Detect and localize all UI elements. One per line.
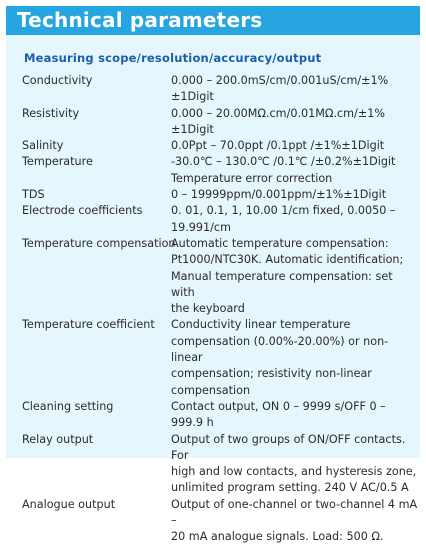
param-row-temperature <box>22 154 418 187</box>
param-value: Contact output, ON 0 – 9999 s/OFF 0 – 999.9 h <box>171 399 386 430</box>
param-label: Temperature coefficient <box>22 318 155 332</box>
parameter-table <box>22 73 418 546</box>
param-value: 0.0Ppt – 70.0ppt /0.1ppt /±1%±1Digit <box>171 139 385 153</box>
param-value: 0. 01, 0.1, 1, 10.00 1/cm fixed, 0.0050 – 19.991/cm <box>171 204 396 234</box>
param-label: Cleaning setting <box>22 399 114 413</box>
param-value: 0 – 19999ppm/0.001ppm/±1%±1Digit <box>171 188 387 202</box>
param-label: Temperature <box>22 155 93 169</box>
param-label: Analogue output <box>22 497 116 511</box>
param-label: Temperature compensation <box>22 236 176 250</box>
param-row-analogue-output <box>22 497 418 546</box>
param-row-resistivity <box>22 106 418 139</box>
param-value: Output of two groups of ON/OFF contacts. For high and low contacts, and hysteresis zone, unlimited program setting. 240 V AC/0.5 A <box>171 432 417 495</box>
section-subtitle: Measuring scope/resolution/accuracy/output <box>24 51 322 65</box>
param-row-relay-output <box>22 432 418 497</box>
param-label: Salinity <box>22 139 64 153</box>
param-value: -30.0℃ – 130.0℃ /0.1℃ /±0.2%±1Digit Temperature error correction <box>171 155 396 185</box>
param-row-conductivity <box>22 73 418 106</box>
param-row-temperature-compensation <box>22 236 418 317</box>
param-value: Output of one-channel or two-channel 4 mA – 20 mA analogue signals. Load: 500 Ω. <box>171 497 418 544</box>
param-label: Relay output <box>22 432 94 446</box>
param-row-cleaning-setting <box>22 399 418 432</box>
param-label: Electrode coefficients <box>22 204 143 218</box>
param-row-salinity <box>22 138 418 154</box>
header-bar <box>6 6 420 35</box>
page-title: Technical parameters <box>17 8 263 32</box>
param-row-temperature-coefficient <box>22 317 418 398</box>
param-label: Conductivity <box>22 74 93 87</box>
param-value: Conductivity linear temperature compensation (0.00%-20.00%) or non-linear compensation; resistivity non-linear compensation <box>171 318 389 397</box>
technical-parameters-panel <box>6 6 420 544</box>
param-value: Automatic temperature compensation: Pt1000/NTC30K. Automatic identification; Manual temperature compensation: set with the keyboard <box>171 236 404 316</box>
param-value: 0.000 – 200.0mS/cm/0.001uS/cm/±1%±1Digit <box>171 74 389 104</box>
param-value: 0.000 – 20.00MΩ.cm/0.01MΩ.cm/±1%±1Digit <box>171 106 385 136</box>
param-label: Resistivity <box>22 106 80 120</box>
param-label: TDS <box>22 188 45 202</box>
param-row-tds <box>22 187 418 203</box>
param-row-electrode-coefficients <box>22 203 418 236</box>
